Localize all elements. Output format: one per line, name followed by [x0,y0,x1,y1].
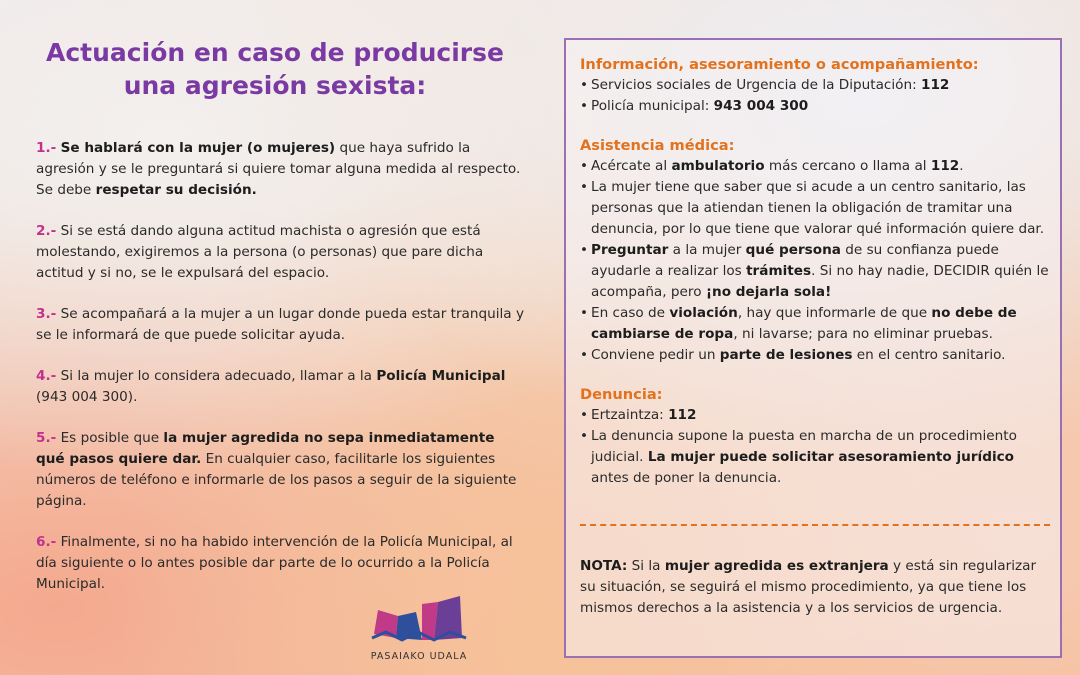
title-line-2: una agresión sexista: [123,71,427,100]
text-run: (943 004 300). [36,389,138,405]
text-run: antes de poner la denuncia. [591,470,782,486]
text-run: La denuncia supone la puesta en marcha de un procedimiento judicial. [591,428,1017,465]
list-item [580,75,1050,96]
list-item [580,96,1050,117]
logo-text: PASAIAKO UDALA [370,651,468,662]
step-3 [36,304,526,346]
text-run: , hay que informarle de que [737,305,932,321]
step-number: 2.- [36,223,57,239]
nota-label: NOTA: [580,558,628,574]
bold-text: 112 [930,158,960,174]
info-section [580,384,1050,489]
text-run: Si la mujer lo considera adecuado, llamar a la [56,368,377,384]
bold-text: ¡no dejarla sola! [705,284,832,300]
step-5 [36,428,526,512]
bold-text: Se hablará con la mujer (o mujeres) [60,140,336,156]
bold-text: Policía Municipal [376,368,506,384]
page-title [40,36,510,102]
text-run: Finalmente, si no ha habido intervención de la Policía Municipal, al día siguiente o lo antes posible dar parte de lo ocurrido a la Policía Municipal. [36,534,513,592]
step-number: 4.- [36,368,57,384]
text-run: y está sin regularizar su situación, se seguirá el mismo procedimiento, ya que tiene los mismos derechos a la asistencia y a los servicios de urgencia. [580,558,1037,616]
title-line-1: Actuación en caso de producirse [46,38,504,67]
list-item [580,405,1050,426]
step-number: 3.- [36,306,57,322]
text-run: Servicios sociales de Urgencia de la Diputación: [591,77,921,93]
text-run: En cualquier caso, facilitarle los siguientes números de teléfono e informarle de los pasos a seguir de la siguiente página. [36,451,517,509]
list-item [580,177,1050,240]
bold-text: la mujer agredida no sepa inmediatamente qué pasos quiere dar. [36,430,495,467]
list-item [580,426,1050,489]
text-run: Ertzaintza: [591,407,669,423]
text-run: en el centro sanitario. [852,347,1006,363]
bold-text: La mujer puede solicitar asesoramiento jurídico [647,449,1014,465]
list-item [580,240,1050,303]
step-number: 1.- [36,140,57,156]
list-item [580,156,1050,177]
text-run: de su confianza puede ayudarle a realizar los [591,242,999,279]
bold-text: 943 004 300 [713,98,809,114]
text-run: Policía municipal: [591,98,714,114]
text-run: Es posible que [56,430,164,446]
info-section [580,135,1050,366]
step-2 [36,221,526,284]
text-run: Conviene pedir un [591,347,720,363]
bold-text: trámites [746,263,812,279]
text-run: . [959,158,964,174]
text-run: Si se está dando alguna actitud machista o agresión que está molestando, exigiremos a la persona (o personas) que pare dicha actitud y si no, se le expulsará del espacio. [36,223,484,281]
text-run: más cercano o llama al [764,158,931,174]
bold-text: violación [669,305,738,321]
section-heading: Asistencia médica: [580,137,735,154]
dashed-divider [580,524,1050,526]
bold-text: qué persona [745,242,841,258]
step-number: 6.- [36,534,57,550]
list-item [580,345,1050,366]
bold-text: mujer agredida es extranjera [664,558,889,574]
section-heading: Denuncia: [580,386,663,403]
text-run: que haya sufrido la agresión y se le preguntará si quiere tomar alguna medida al respecto. Se debe [36,140,521,198]
step-1 [36,138,526,201]
bold-text: respetar su decisión. [95,182,257,198]
bold-text: 112 [668,407,697,423]
text-run: Se acompañará a la mujer a un lugar donde pueda estar tranquila y se le informará de que puede solicitar ayuda. [36,306,524,343]
nota-body [580,558,1036,616]
bold-text: Preguntar [591,242,669,258]
text-run: . Si no hay nadie, DECIDIR quién le acompaña, pero [591,263,1049,300]
bold-text: parte de lesiones [719,347,853,363]
info-section [580,54,1050,117]
text-run: La mujer tiene que saber que si acude a un centro sanitario, las personas que la atiendan tienen la obligación de tramitar una denuncia, por lo que tiene que valorar qué información quiere dar. [591,179,1045,237]
bold-text: ambulatorio [671,158,765,174]
text-run: , ni lavarse; para no eliminar pruebas. [733,326,993,342]
info-panel [564,38,1062,658]
bold-text: 112 [921,77,950,93]
step-number: 5.- [36,430,57,446]
list-item [580,303,1050,345]
step-4 [36,366,526,408]
step-6 [36,532,526,595]
steps-list [36,138,526,615]
text-run: Si la [627,558,665,574]
info-sections [580,54,1050,507]
section-heading: Información, asesoramiento o acompañamiento: [580,56,979,73]
nota-paragraph [580,556,1050,619]
text-run: Acércate al [591,158,672,174]
bold-text: no debe de cambiarse de ropa [591,305,1017,342]
text-run: a la mujer [668,242,746,258]
text-run: En caso de [591,305,670,321]
